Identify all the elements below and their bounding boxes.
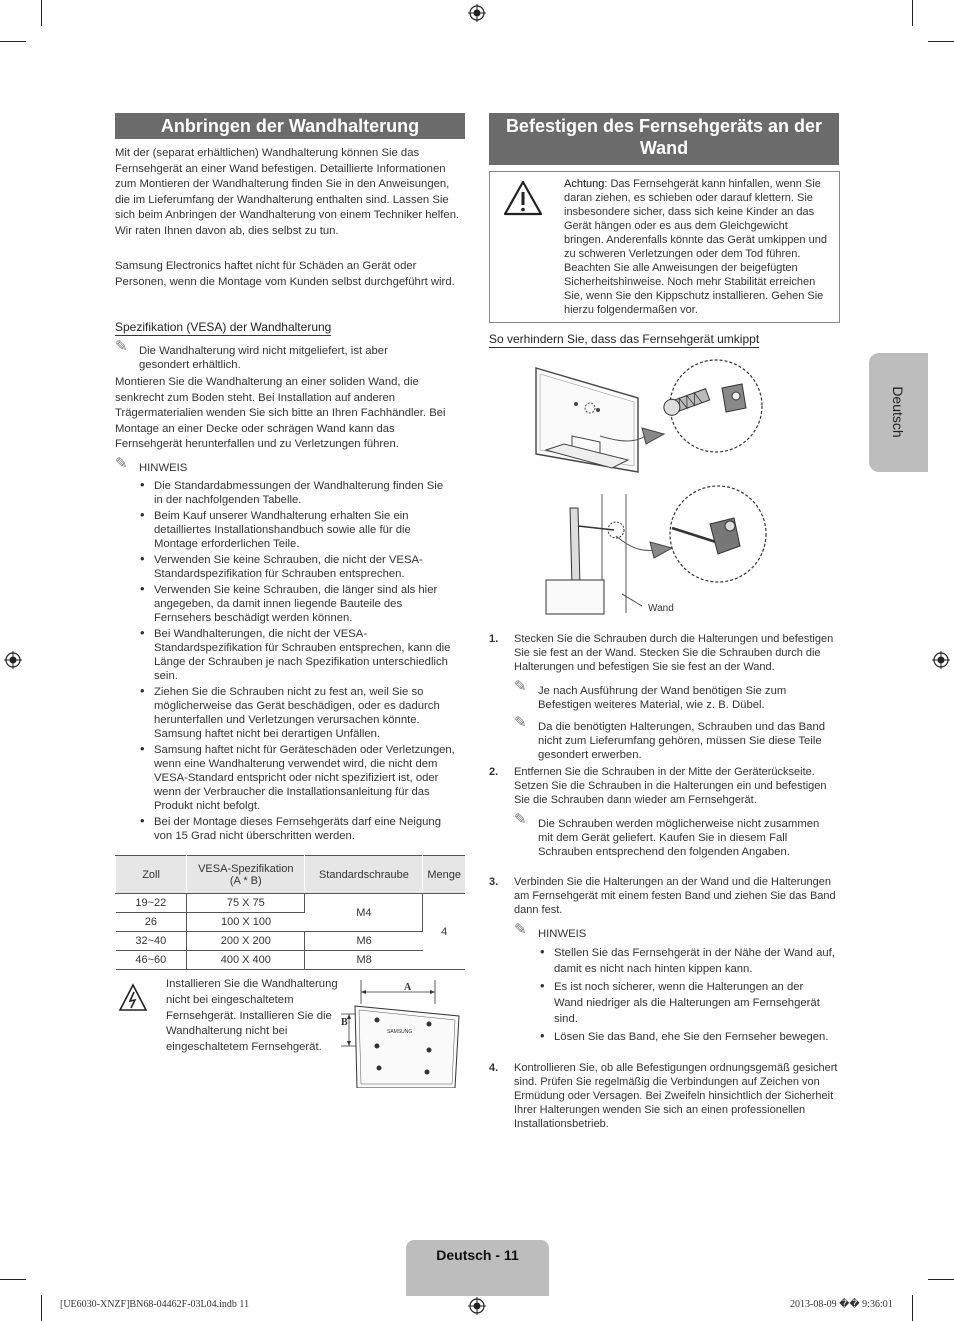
table-row — [116, 951, 466, 970]
table-cell: 19~22 — [116, 894, 187, 913]
list-item: • Stellen Sie das Fernsehgerät in der Nähe der Wand auf, damit es nicht nach hinten kippen kann. — [540, 945, 835, 977]
pencil-note-icon: ✎ — [514, 714, 527, 731]
registration-mark-icon — [932, 651, 950, 669]
warning-text: Installieren Sie die Wandhalterung nicht bei eingeschaltetem Fernsehgerät. Installieren Sie die Wandhalterung nicht bei eingeschaltetem Fernsehgerät. — [166, 978, 338, 1054]
pencil-note-icon: ✎ — [514, 921, 527, 938]
mounting-paragraph: Montieren Sie die Wandhalterung an einer soliden Wand, die senkrecht zum Boden steht. Bei Installation auf anderen Trägermaterialien wenden Sie sich bitte an Ihren Fachhändler. Bei Montage an einer Decke oder schrägen Wand kann das Fernsehgerät herunterfallen und zu Verletzungen führen. — [115, 376, 446, 451]
registration-mark-icon — [468, 1297, 486, 1315]
hinweis-list-right — [540, 945, 835, 1047]
table-header: VESA-Spezifikation (A * B) — [187, 856, 305, 894]
pencil-note-icon: ✎ — [115, 338, 128, 355]
table-cell: 46~60 — [116, 951, 187, 970]
language-side-tab — [869, 353, 928, 472]
crop-mark — [0, 41, 26, 42]
list-item: • Verwenden Sie keine Schrauben, die nicht der VESA-Standardspezifikation für Schrauben entsprechen. — [140, 553, 455, 581]
registration-mark-icon — [4, 651, 22, 669]
intro-paragraph: Mit der (separat erhältlichen) Wandhalterung können Sie das Fernsehgerät an einer Wand befestigen. Detaillierte Informationen zum Montieren der Wandhalterung finden Sie in den Anweisungen, die im Lieferumfang der Wandhalterung enthalten sind. Lassen Sie sich beim Anbringen der Wandhalterung von einem Techniker helfen. Wir raten Ihnen davon ab, dies selbst zu tun. — [115, 147, 460, 237]
table-cell: 400 X 400 — [187, 951, 305, 970]
list-item: • Bei der Montage dieses Fernsehgeräts darf eine Neigung von 15 Grad nicht überschritten werden. — [140, 815, 455, 843]
crop-mark — [912, 1295, 913, 1321]
vesa-table — [115, 855, 465, 970]
hinweis-list — [140, 479, 455, 845]
table-cell: M8 — [305, 951, 423, 970]
table-row — [116, 932, 466, 951]
step-4: 4. Kontrollieren Sie, ob alle Befestigungen ordnungsgemäß gesichert sind. Prüfen Sie regelmäßig die Verbindungen auf Zeichen von Ermüdung oder Versagen. Bei Zweifeln hinsichtlich der Sicherheit Ihrer Halterungen wenden Sie sich an einen professionellen Installationsbetrieb. — [489, 1062, 838, 1130]
table-cell: 75 X 75 — [187, 894, 305, 913]
list-item: • Ziehen Sie die Schrauben nicht zu fest an, weil Sie so möglicherweise das Gerät beschädigen, oder es dadurch herunterfallen und Verletzungen verursachen könnte. Samsung haftet nicht bei derartigen Unfällen. — [140, 685, 455, 741]
registration-mark-icon — [468, 4, 486, 22]
page-number-tab: Deutsch - 11 — [406, 1240, 549, 1296]
vesa-subheading: Spezifikation (VESA) der Wandhalterung — [115, 320, 332, 334]
table-cell: 4 — [423, 894, 465, 970]
diagram-label-b: B — [341, 1017, 348, 1028]
table-cell: M4 — [305, 894, 423, 932]
section-heading-wall-mount: Anbringen der Wandhalterung — [115, 113, 465, 139]
anti-tip-illustration — [530, 358, 780, 623]
table-header: Menge — [423, 856, 465, 894]
list-item: • Lösen Sie das Band, ehe Sie den Fernseher bewegen. — [540, 1029, 835, 1045]
caution-text: Achtung: Das Fernsehgerät kann hinfallen, wenn Sie daran ziehen, es schieben oder darauf klettern. Sie insbesondere sicher, dass sich keine Kinder an das Gerät hängen oder es aus dem Gleichgewicht bringen. Anderenfalls könnte das Gerät umkippen und zu schweren Verletzungen oder dem Tod führen. Beachten Sie alle Anweisungen der beigefügten Sicherheitshinweise. Noch mehr Stabilität erreichen Sie, wenn Sie den Kippschutz installieren. Gehen Sie hierzu folgendermaßen vor. — [564, 178, 827, 316]
crop-mark — [912, 0, 913, 26]
list-item: • Die Standardabmessungen der Wandhalterung finden Sie in der nachfolgenden Tabelle. — [140, 479, 455, 507]
crop-mark — [928, 41, 954, 42]
table-header: Zoll — [116, 856, 187, 894]
note-step1-material: ✎ Je nach Ausführung der Wand benötigen Sie zum Befestigen weiteres Material, wie z. B. Dübel. — [514, 678, 787, 711]
pencil-note-icon: ✎ — [514, 678, 527, 695]
table-cell: 26 — [116, 913, 187, 932]
section-heading-fix-tv: Befestigen des Fernsehgeräts an der Wand — [489, 113, 839, 165]
step-3: 3. Verbinden Sie die Halterungen an der Wand und die Halterungen am Fernsehgerät mit einem festen Band und ziehen Sie das Band dann fest. — [489, 876, 836, 916]
wall-label: Wand — [648, 603, 674, 614]
table-row — [116, 894, 466, 913]
note-step1-parts: ✎ Da die benötigten Halterungen, Schrauben und das Band nicht zum Lieferumfang gehören, müssen Sie diese Teile gesondert erwerben. — [514, 714, 826, 761]
table-cell: 200 X 200 — [187, 932, 305, 951]
tip-prevention-subheading: So verhindern Sie, dass das Fernsehgerät umkippt — [489, 332, 760, 346]
step-1: 1. Stecken Sie die Schrauben durch die Halterungen und befestigen Sie sie fest an der Wand. Stecken Sie die Schrauben durch die Halterungen und befestigen Sie sie fest an der Wand. — [489, 633, 834, 673]
crop-mark — [41, 1295, 42, 1321]
list-item: • Verwenden Sie keine Schrauben, die länger sind als hier angegeben, da damit innen liegende Bauteile des Fernsehers beschädigt werden können. — [140, 583, 455, 625]
print-file-info: [UE6030-XNZF]BN68-04462F-03L04.indb 11 — [60, 1299, 250, 1310]
list-item: • Beim Kauf unserer Wandhalterung erhalten Sie ein detailliertes Installationshandbuch sowie alle für die Montage erforderlichen Teile. — [140, 509, 455, 551]
table-header: Standardschraube — [305, 856, 423, 894]
hinweis-label-right: ✎ HINWEIS — [514, 921, 587, 940]
table-cell: M6 — [305, 932, 423, 951]
liability-paragraph: Samsung Electronics haftet nicht für Schäden an Gerät oder Personen, wenn die Montage vom Kunden selbst durchgeführt wird. — [115, 260, 455, 288]
table-cell: 32~40 — [116, 932, 187, 951]
list-item: • Samsung haftet nicht für Geräteschäden oder Verletzungen, wenn eine Wandhalterung verwendet wird, die nicht dem VESA-Standard entspricht oder nicht spezifiziert ist, oder wenn der Verbraucher die Installationsanleitung für das Produkt nicht befolgt. — [140, 743, 455, 813]
diagram-brand-logo: SAMSUNG — [387, 1029, 413, 1035]
side-tab-label: Deutsch — [890, 386, 906, 438]
table-cell: 100 X 100 — [187, 913, 305, 932]
caution-icon — [503, 180, 543, 216]
note-not-included: ✎ Die Wandhalterung wird nicht mitgeliefert, ist aber gesondert erhältlich. — [115, 338, 388, 371]
electric-warning-icon — [118, 983, 148, 1013]
step-2: 2. Entfernen Sie die Schrauben in der Mitte der Geräterückseite. Setzen Sie die Schrauben in die Halterungen ein und befestigen Sie die Schrauben dann wieder am Fernsehgerät. — [489, 766, 827, 806]
pencil-note-icon: ✎ — [514, 811, 527, 828]
pencil-note-icon: ✎ — [115, 455, 128, 472]
list-item: • Es ist noch sicherer, wenn die Halterungen an der Wand niedriger als die Halterungen am Fernsehgerät sind. — [540, 979, 835, 1027]
hinweis-label: ✎ HINWEIS — [115, 455, 188, 474]
note-step2-screws: ✎ Die Schrauben werden möglicherweise nicht zusammen mit dem Gerät geliefert. Kaufen Sie in diesem Fall Schrauben entsprechend den folgenden Angaben. — [514, 811, 820, 858]
crop-mark — [0, 1279, 26, 1280]
diagram-label-a: A — [404, 982, 412, 993]
crop-mark — [41, 0, 42, 26]
crop-mark — [928, 1279, 954, 1280]
print-date-info: 2013-08-09 �� 9:36:01 — [790, 1299, 893, 1310]
list-item: • Bei Wandhalterungen, die nicht der VESA-Standardspezifikation für Schrauben entsprechen, kann die Länge der Schrauben je nach Spezifikation unterschiedlich sein. — [140, 627, 455, 683]
